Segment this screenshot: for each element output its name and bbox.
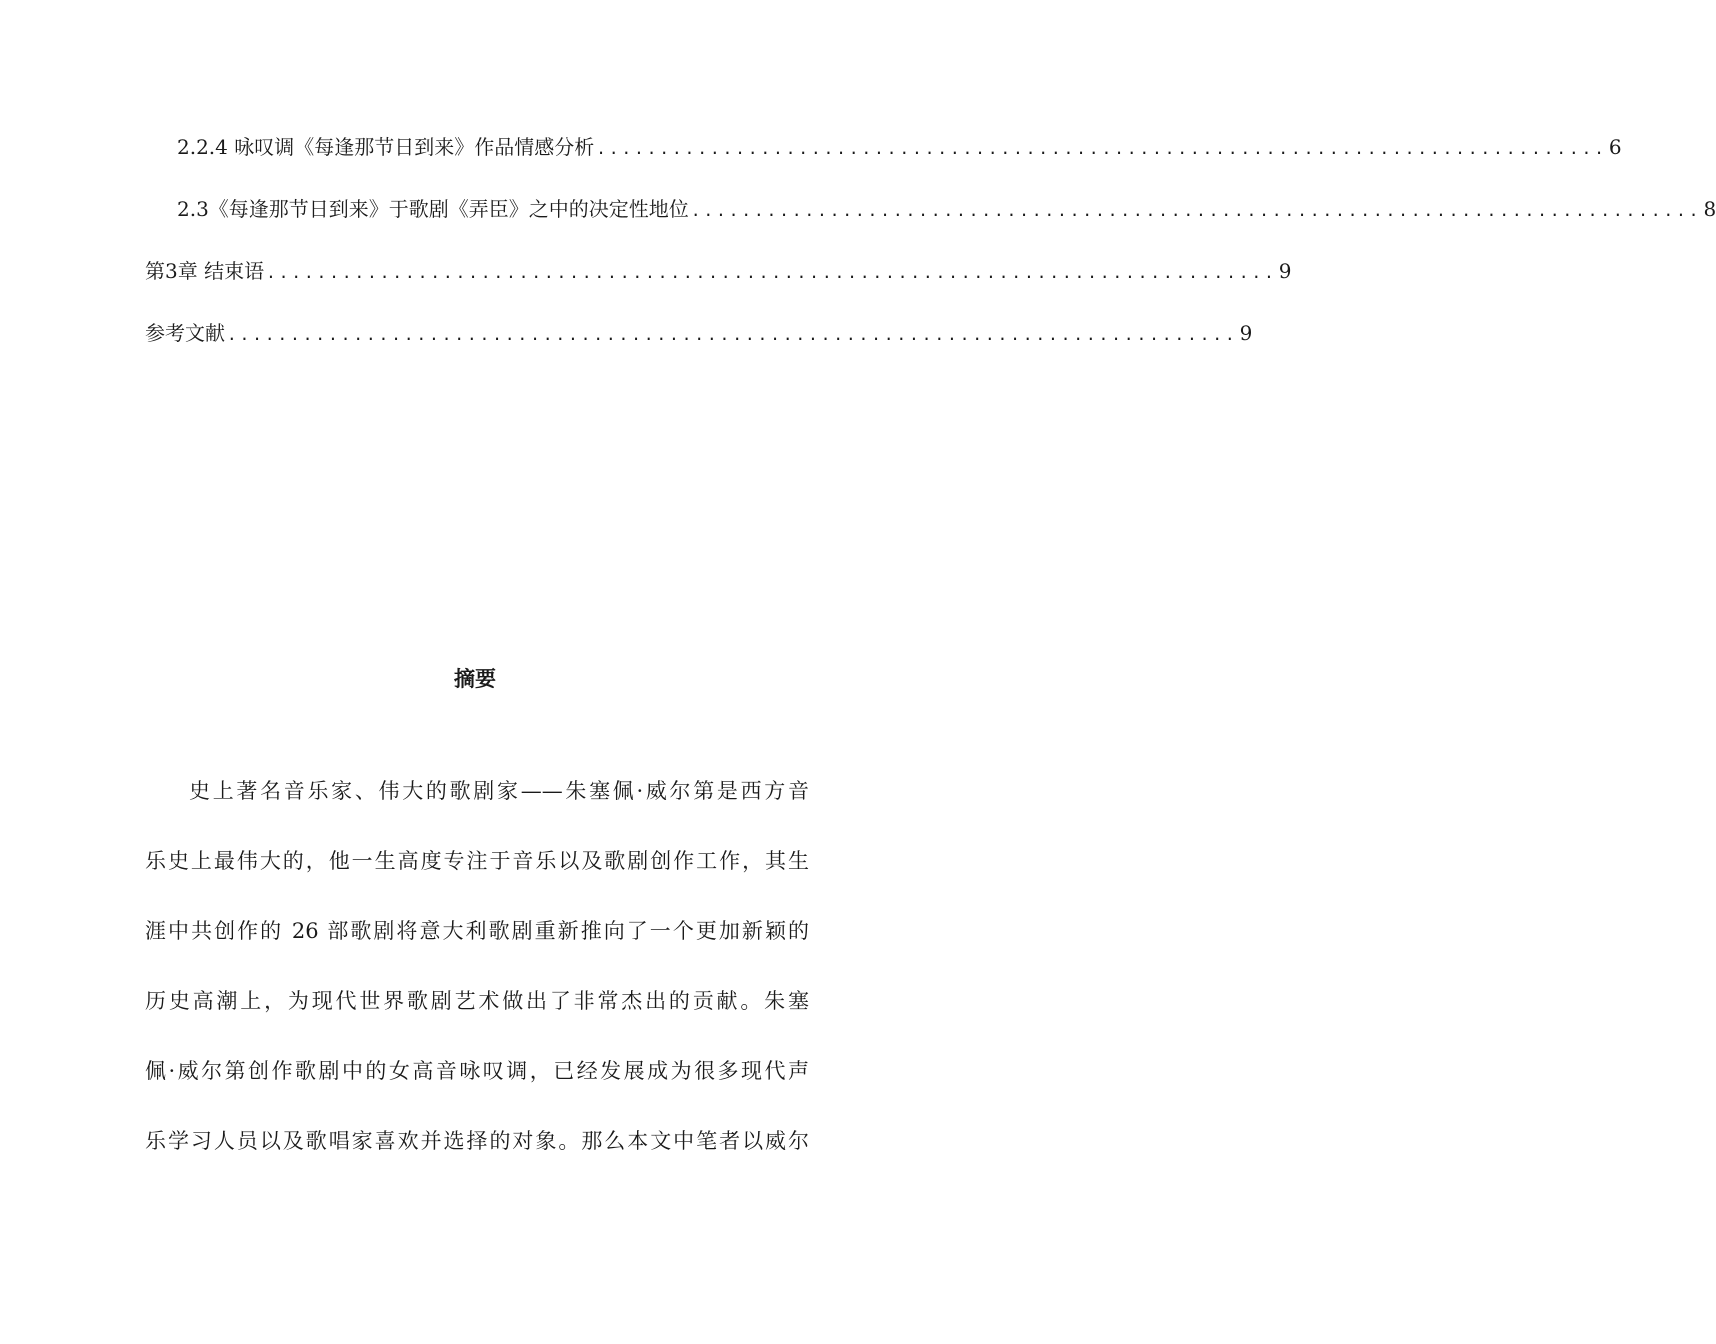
table-of-contents [145, 132, 1716, 348]
toc-entry-title: 2.3《每逢那节日到来》于歌剧《弄臣》之中的决定性地位 [177, 197, 689, 221]
toc-entry-title: 参考文献 [145, 321, 225, 345]
abstract-line: 乐学习人员以及歌唱家喜欢并选择的对象。那么本文中笔者以威尔 [145, 1129, 809, 1153]
toc-entry-title: 第3章 结束语 [145, 259, 265, 283]
abstract-heading: 摘要 [454, 667, 496, 691]
toc-entry-chapter-3[interactable] [145, 256, 1292, 286]
toc-entry-2-3[interactable] [145, 194, 1716, 224]
abstract-line: 史上著名音乐家、伟大的歌剧家——朱塞佩·威尔第是西方音 [189, 779, 809, 803]
toc-entry-title: 2.2.4 咏叹调《每逢那节日到来》作品情感分析 [177, 135, 595, 159]
abstract-line: 涯中共创作的 26 部歌剧将意大利歌剧重新推向了一个更加新颖的 [145, 919, 809, 943]
toc-leader-dots: ................................................................................ [596, 139, 1607, 158]
toc-entry-2-2-4[interactable] [145, 132, 1622, 162]
toc-entry-page: 6 [1608, 135, 1622, 159]
abstract-body [145, 756, 809, 1176]
toc-entry-page: 9 [1239, 321, 1253, 345]
abstract-line: 乐史上最伟大的，他一生高度专注于音乐以及歌剧创作工作，其生 [145, 849, 809, 873]
toc-leader-dots: ................................................................................ [227, 325, 1238, 344]
abstract-line: 佩·威尔第创作歌剧中的女高音咏叹调，已经发展成为很多现代声 [145, 1059, 809, 1083]
toc-entry-references[interactable] [145, 318, 1253, 348]
abstract-line: 历史高潮上，为现代世界歌剧艺术做出了非常杰出的贡献。朱塞 [145, 989, 809, 1013]
toc-leader-dots: ................................................................................ [690, 201, 1702, 220]
toc-entry-page: 8 [1703, 197, 1716, 221]
toc-entry-page: 9 [1278, 259, 1292, 283]
toc-leader-dots: ................................................................................ [266, 263, 1277, 282]
